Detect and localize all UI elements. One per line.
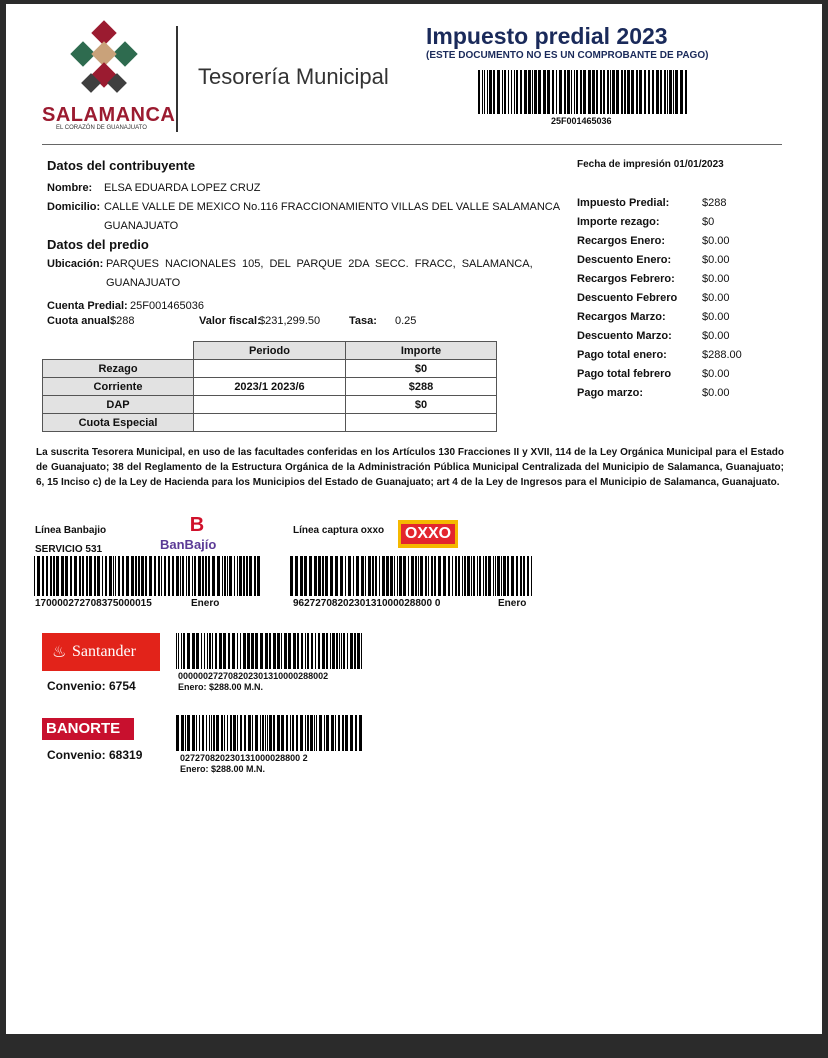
- location-label: Ubicación:: [47, 258, 104, 270]
- santander-convenio: Convenio: 6754: [47, 679, 136, 693]
- print-date: Fecha de impresión 01/01/2023: [577, 159, 724, 170]
- amount-column-header: Importe: [346, 342, 497, 360]
- row-period: [194, 396, 346, 414]
- period-column-header: Periodo: [194, 342, 346, 360]
- annual-fee: $288: [110, 315, 135, 327]
- fiscal-value: $231,299.50: [259, 315, 321, 327]
- row-period: [194, 414, 346, 432]
- row-amount: $0: [346, 396, 497, 414]
- banorte-amount: Enero: $288.00 M.N.: [180, 764, 266, 774]
- account-label: Cuenta Predial:: [47, 300, 128, 312]
- table-row: [43, 378, 497, 396]
- summary-label: Descuento Febrero: [577, 292, 678, 304]
- banorte-logo-text: BANORTE: [46, 720, 121, 737]
- banbajio-logo-icon: B: [189, 514, 205, 536]
- department-name: Tesorería Municipal: [198, 64, 389, 89]
- document-page: [6, 4, 822, 1034]
- summary-value: $0.00: [702, 273, 730, 285]
- row-label: Corriente: [43, 378, 194, 396]
- oxxo-barcode: [290, 556, 536, 596]
- banorte-convenio: Convenio: 68319: [47, 748, 143, 762]
- fiscal-value-label: Valor fiscal:: [199, 315, 261, 327]
- row-amount: [346, 414, 497, 432]
- row-label: Cuota Especial: [43, 414, 194, 432]
- charges-table: [42, 341, 497, 432]
- summary-value: $0.00: [702, 254, 730, 266]
- summary-value: $0.00: [702, 311, 730, 323]
- annual-fee-label: Cuota anual:: [47, 315, 114, 327]
- table-row: [43, 414, 497, 432]
- santander-flame-icon: ♨: [52, 644, 67, 661]
- summary-value: $0.00: [702, 368, 730, 380]
- account-number: 25F001465036: [130, 300, 205, 312]
- oxxo-code: 9627270820230131000028800 0: [293, 598, 441, 609]
- legal-text: La suscrita Tesorera Municipal, en uso de las facultades conferidas en los Artículos 130 Fracciones II y XVII, 114 de la Ley Orgánica Municipal para el Estado de Guanajuato; 38 del Reglamento de la Estructura Orgánica de la Administración Pública Municipal Centralizada del Municipio de Salamanca, Guanajuato; 6, 15 Inciso c) de la Ley de Hacienda para los Municipios del Estado de Guanajuato; art 4 de la Ley de Ingresos para el Municipio de Salamanca, Guanajuato.: [36, 447, 784, 488]
- document-title: Impuesto predial 2023: [426, 23, 668, 49]
- taxpayer-name: ELSA EDUARDA LOPEZ CRUZ: [104, 182, 261, 194]
- salamanca-emblem-icon: [68, 18, 140, 100]
- location-line-2: GUANAJUATO: [106, 277, 181, 289]
- name-label: Nombre:: [47, 182, 93, 194]
- summary-label: Descuento Enero:: [577, 254, 672, 266]
- oxxo-logo: [398, 520, 458, 548]
- header-divider: [176, 26, 178, 132]
- summary-label: Descuento Marzo:: [577, 330, 672, 342]
- row-amount: $288: [346, 378, 497, 396]
- summary-label: Pago total febrero: [577, 368, 672, 380]
- rate-value: 0.25: [395, 315, 417, 327]
- summary-label: Impuesto Predial:: [577, 197, 670, 209]
- santander-logo-text: Santander: [72, 643, 136, 660]
- banbajio-code: 170000272708375000015: [35, 598, 152, 609]
- table-header-row: [43, 342, 497, 360]
- santander-barcode: [176, 633, 364, 669]
- summary-label: Pago marzo:: [577, 387, 644, 399]
- banbajio-month: Enero: [191, 598, 220, 609]
- banorte-logo: [42, 718, 134, 740]
- summary-value: $288: [702, 197, 727, 209]
- document-subtitle: (ESTE DOCUMENTO NO ES UN COMPROBANTE DE PAGO): [426, 50, 709, 61]
- address-label: Domicilio:: [47, 201, 101, 213]
- row-label: DAP: [43, 396, 194, 414]
- summary-value: $0.00: [702, 330, 730, 342]
- row-period: [194, 360, 346, 378]
- rate-label: Tasa:: [349, 315, 377, 327]
- banbajio-label: Línea Banbajio: [35, 525, 107, 536]
- row-amount: $0: [346, 360, 497, 378]
- banbajio-logo-text: BanBajío: [160, 537, 217, 552]
- summary-label: Importe rezago:: [577, 216, 660, 228]
- location-line-1: PARQUES NACIONALES 105, DEL PARQUE 2DA SECC. FRACC, SALAMANCA,: [106, 258, 533, 270]
- row-period: 2023/1 2023/6: [194, 378, 346, 396]
- santander-code: 000000272708202301310000288002: [178, 671, 329, 681]
- oxxo-logo-text: OXXO: [401, 524, 455, 544]
- address-line-1: CALLE VALLE DE MEXICO No.116 FRACCIONAMIENTO VILLAS DEL VALLE SALAMANCA: [104, 201, 561, 213]
- header-barcode-text: 25F001465036: [551, 116, 612, 126]
- header-rule: [42, 144, 782, 145]
- summary-value: $0.00: [702, 292, 730, 304]
- address-line-2: GUANAJUATO: [104, 220, 179, 232]
- logo-subtitle: EL CORAZÓN DE GUANAJUATO: [56, 125, 147, 131]
- logo-text: SALAMANCA: [42, 104, 176, 126]
- banorte-barcode: [176, 715, 364, 751]
- table-corner: [43, 342, 194, 360]
- banorte-code: 027270820230131000028800 2: [180, 753, 308, 763]
- oxxo-month: Enero: [498, 598, 527, 609]
- summary-label: Recargos Marzo:: [577, 311, 666, 323]
- taxpayer-section-title: Datos del contribuyente: [47, 158, 196, 173]
- banbajio-service: SERVICIO 531: [35, 544, 103, 555]
- santander-amount: Enero: $288.00 M.N.: [178, 682, 264, 692]
- row-label: Rezago: [43, 360, 194, 378]
- summary-value: $288.00: [702, 349, 742, 361]
- summary-value: $0: [702, 216, 715, 228]
- summary-label: Pago total enero:: [577, 349, 667, 361]
- property-section-title: Datos del predio: [47, 237, 149, 252]
- oxxo-label: Línea captura oxxo: [293, 525, 385, 536]
- header-barcode: [478, 70, 690, 114]
- summary-value: $0.00: [702, 387, 730, 399]
- table-row: [43, 360, 497, 378]
- banbajio-barcode: [34, 556, 262, 596]
- summary-label: Recargos Enero:: [577, 235, 666, 247]
- table-row: [43, 396, 497, 414]
- summary-value: $0.00: [702, 235, 730, 247]
- summary-label: Recargos Febrero:: [577, 273, 675, 285]
- santander-logo: [42, 633, 160, 671]
